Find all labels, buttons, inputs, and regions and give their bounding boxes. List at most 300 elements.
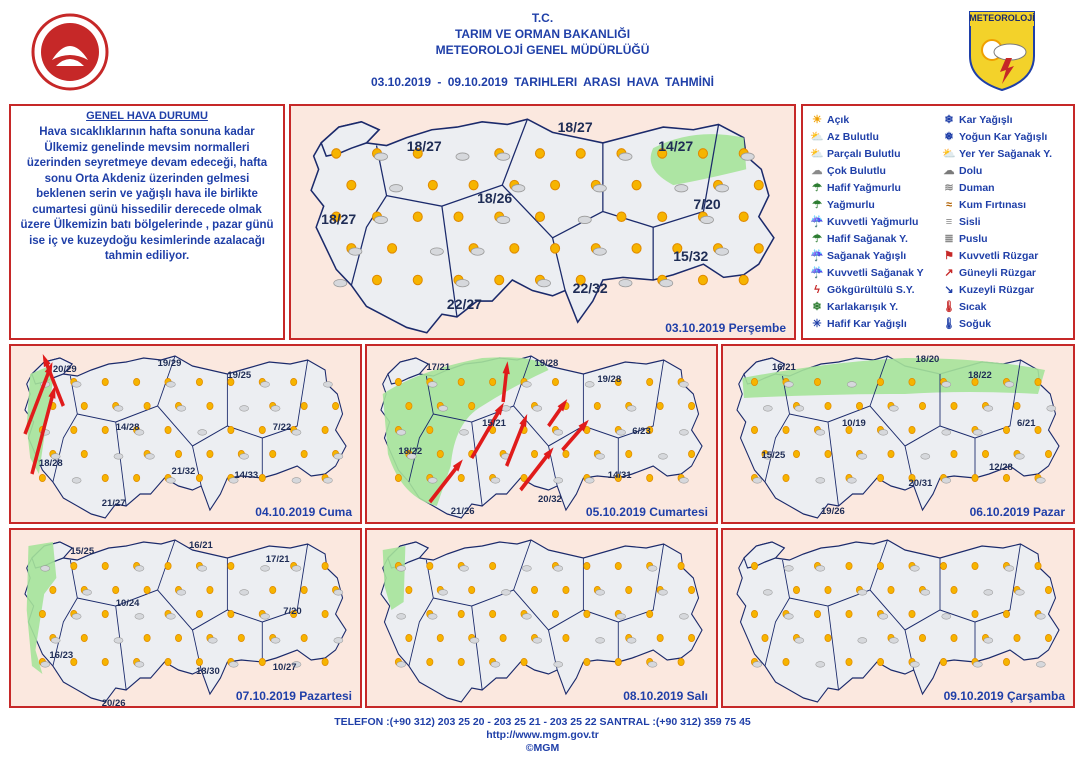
- map-panel-wednesday: [721, 528, 1075, 708]
- sun-icon: [322, 658, 328, 665]
- sun-icon: [751, 610, 757, 617]
- temperature-label: 15/25: [70, 546, 95, 557]
- sun-icon: [207, 450, 213, 457]
- sun-icon: [647, 378, 653, 385]
- temperature-label: 12/28: [989, 462, 1013, 473]
- sun-icon: [322, 562, 328, 569]
- cloudy-icon: ☁: [811, 165, 823, 177]
- sun-icon: [535, 149, 544, 158]
- sun-icon: [531, 586, 537, 593]
- sun-icon: [972, 562, 978, 569]
- partly-cloudy-icon: [1035, 474, 1046, 483]
- cloudy-icon: [858, 638, 867, 644]
- sun-icon: [322, 426, 328, 433]
- thunder-icon: ϟ: [814, 284, 820, 296]
- sun-icon: [458, 474, 464, 481]
- sun-icon: [584, 658, 590, 665]
- sun-icon: [739, 212, 748, 221]
- legend-label: Yer Yer Sağanak Y.: [959, 148, 1053, 160]
- sun-icon: [196, 474, 202, 481]
- cloudy-icon: [390, 185, 403, 192]
- legend-item: [941, 316, 1052, 333]
- cloudy-icon: [456, 153, 469, 160]
- cloudy-icon: [459, 430, 468, 436]
- general-weather-title: GENEL HAVA DURUMU: [86, 110, 208, 122]
- sun-icon: [102, 562, 108, 569]
- sun-icon: [909, 378, 915, 385]
- sun-icon: [1003, 426, 1009, 433]
- sun-icon: [228, 426, 234, 433]
- legend-label: Kuvvetli Yağmurlu: [827, 216, 919, 228]
- temperature-label: 18/22: [398, 446, 423, 457]
- sun-icon: [909, 610, 915, 617]
- sun-icon: [584, 562, 590, 569]
- temperature-label: 19/28: [534, 358, 559, 369]
- sun-icon: [698, 275, 707, 284]
- sun-icon: [615, 658, 621, 665]
- sun-icon: [751, 562, 757, 569]
- sun-icon: [793, 586, 799, 593]
- sun-icon: [825, 402, 831, 409]
- strong-wind-icon: ⚑: [944, 250, 954, 262]
- temperature-label: 15/21: [482, 418, 506, 429]
- partly-cloudy-icon: [322, 474, 332, 483]
- light-snow-icon: ✳: [812, 318, 822, 330]
- map-date-label: 04.10.2019 Cuma: [255, 505, 352, 519]
- sun-icon: [856, 402, 862, 409]
- sun-icon: [81, 450, 87, 457]
- header-ministry: TARIM VE ORMAN BAKANLIĞI: [454, 27, 631, 41]
- sun-icon: [428, 180, 437, 189]
- legend-label: Sıcak: [959, 301, 987, 313]
- sun-icon: [940, 562, 946, 569]
- sun-icon: [531, 450, 537, 457]
- sun-icon: [846, 610, 852, 617]
- sandstorm-icon: ≈: [945, 199, 953, 211]
- temperature-label: 19/26: [821, 506, 845, 517]
- sun-icon: [563, 634, 569, 641]
- sun-icon: [301, 450, 307, 457]
- sun-icon: [437, 450, 443, 457]
- partly-cloudy-icon: [647, 658, 657, 667]
- sun-icon: [678, 658, 684, 665]
- temperature-label: 18/30: [195, 666, 220, 677]
- sun-icon: [825, 586, 831, 593]
- sun-icon: [71, 562, 77, 569]
- cloudy-icon: [619, 279, 632, 286]
- temperature-label: 18/26: [477, 190, 513, 207]
- sun-icon: [228, 562, 234, 569]
- south-wind-icon: ↗: [944, 267, 954, 279]
- cloudy-icon: [1047, 406, 1056, 412]
- sun-icon: [846, 658, 852, 665]
- legend-label: Kuzeyli Rüzgar: [959, 284, 1035, 296]
- sun-icon: [102, 658, 108, 665]
- sun-icon: [594, 402, 600, 409]
- legend-item: [809, 197, 924, 214]
- sun-icon: [658, 212, 667, 221]
- sun-icon: [751, 378, 757, 385]
- cloudy-icon: [135, 614, 144, 620]
- turkey-map-monday: [11, 530, 360, 706]
- sun-icon: [144, 402, 150, 409]
- temperature-label: 18/20: [915, 354, 940, 365]
- sun-icon: [632, 180, 641, 189]
- header-directorate: METEOROLOJİ GENEL MÜDÜRLÜĞÜ: [435, 43, 650, 57]
- temperature-label: 18/27: [406, 137, 442, 154]
- legend-label: Çok Bulutlu: [827, 165, 886, 177]
- sun-icon: [814, 610, 820, 617]
- heavy-rain-icon: ☔: [810, 216, 824, 228]
- sun-icon: [825, 634, 831, 641]
- temperature-label: 16/21: [772, 362, 796, 373]
- legend-item: [941, 248, 1052, 265]
- cloudy-icon: [816, 478, 825, 484]
- heavy-shower-icon: ☔: [810, 267, 824, 279]
- cloudy-icon: [763, 406, 772, 412]
- legend-item: [809, 299, 924, 316]
- sun-icon: [919, 634, 925, 641]
- legend-panel: [801, 104, 1075, 340]
- temperature-label: 18/28: [38, 458, 63, 469]
- sun-icon: [102, 610, 108, 617]
- sun-icon: [102, 378, 108, 385]
- map-panel-thursday: [289, 104, 796, 340]
- sun-icon: [196, 378, 202, 385]
- legend-label: Güneyli Rüzgar: [959, 267, 1037, 279]
- sun-icon: [427, 658, 433, 665]
- cloudy-icon: [942, 614, 951, 620]
- map-date-label: 03.10.2019 Perşembe: [665, 321, 786, 335]
- sun-icon: [783, 474, 789, 481]
- cloudy-icon: [334, 638, 343, 644]
- sun-icon: [406, 402, 412, 409]
- footer-phone: TELEFON :(+90 312) 203 25 20 - 203 25 21 - 203 25 22 SANTRAL :(+90 312) 359 75 45: [334, 716, 751, 728]
- sun-icon: [81, 402, 87, 409]
- sun-icon: [754, 180, 763, 189]
- sun-icon: [951, 586, 957, 593]
- sun-icon: [196, 658, 202, 665]
- legend-label: Yoğun Kar Yağışlı: [959, 131, 1048, 143]
- sun-icon: [175, 634, 181, 641]
- map-date-label: 09.10.2019 Çarşamba: [943, 689, 1065, 703]
- turkey-map-wednesday: [723, 530, 1073, 706]
- temperature-label: 14/33: [234, 470, 259, 481]
- legend-item: [809, 265, 924, 282]
- sun-icon: [688, 586, 694, 593]
- sun-icon: [332, 149, 341, 158]
- cloudy-icon: [430, 248, 443, 255]
- temperature-label: 22/27: [446, 295, 482, 312]
- cloudy-icon: [596, 638, 605, 644]
- legend-label: Kuvvetli Sağanak Y: [827, 267, 924, 279]
- sun-icon: [647, 474, 653, 481]
- legend-label: Sağanak Yağışlı: [827, 250, 907, 262]
- map-panel-friday: [9, 344, 362, 524]
- cloudy-icon: [323, 382, 332, 388]
- sun-icon: [500, 634, 506, 641]
- sun-icon: [413, 212, 422, 221]
- cloudy-icon: [847, 382, 856, 388]
- temperature-label: 7/20: [283, 606, 302, 617]
- sun-icon: [1003, 658, 1009, 665]
- sun-icon: [489, 610, 495, 617]
- sun-icon: [877, 562, 883, 569]
- sun-icon: [626, 586, 632, 593]
- legend-label: Parçalı Bulutlu: [827, 148, 901, 160]
- cloudy-icon: [984, 590, 993, 596]
- cloudy-icon: [784, 566, 793, 572]
- cloudy-icon: [41, 566, 50, 572]
- sun-icon: [877, 658, 883, 665]
- date-range: 03.10.2019 - 09.10.2019 TARIHLERI ARASI HAVA TAHMİNİ: [371, 75, 714, 89]
- smoke-icon: ≋: [944, 182, 954, 194]
- temperature-label: 19/28: [597, 374, 622, 385]
- legend-item: [941, 265, 1052, 282]
- legend-label: Duman: [959, 182, 995, 194]
- legend-column-right: [941, 112, 1052, 333]
- legend-label: Soğuk: [959, 318, 992, 330]
- legend-item: [809, 248, 924, 265]
- sun-icon: [427, 562, 433, 569]
- legend-column-left: [809, 112, 924, 333]
- sun-icon: [301, 586, 307, 593]
- temperature-label: 19/25: [227, 370, 252, 381]
- sun-icon: [406, 634, 412, 641]
- footer: [0, 716, 1085, 755]
- cloudy-icon: [578, 216, 591, 223]
- sun-icon: [535, 212, 544, 221]
- temperature-label: 20/32: [538, 494, 562, 505]
- sun-icon: [1003, 474, 1009, 481]
- sun-icon: [551, 244, 560, 253]
- legend-item: [809, 316, 924, 333]
- sun-icon: [688, 450, 694, 457]
- sun-icon: [437, 634, 443, 641]
- map-panel-saturday: [365, 344, 718, 524]
- sun-icon: [81, 634, 87, 641]
- sun-icon: [347, 180, 356, 189]
- sun-icon: [951, 450, 957, 457]
- sun-icon: [388, 244, 397, 253]
- temperature-label: 14/27: [658, 137, 694, 154]
- cloudy-icon: [334, 279, 347, 286]
- sun-icon: [165, 426, 171, 433]
- few-clouds-icon: ⛅: [810, 131, 824, 143]
- sun-icon: [552, 378, 558, 385]
- footer-url[interactable]: http://www.mgm.gov.tr: [486, 729, 599, 741]
- sun-icon: [563, 586, 569, 593]
- sun-icon: [270, 586, 276, 593]
- light-shower-icon: ☂: [812, 233, 822, 245]
- cloudy-icon: [658, 454, 667, 460]
- footer-copyright: ©MGM: [525, 742, 560, 754]
- sun-icon: [825, 450, 831, 457]
- sun-icon: [291, 378, 297, 385]
- sun-icon: [406, 586, 412, 593]
- sun-icon: [617, 212, 626, 221]
- sun-icon: [469, 402, 475, 409]
- legend-label: Yağmurlu: [827, 199, 875, 211]
- sun-icon: [454, 212, 463, 221]
- sun-icon: [688, 402, 694, 409]
- sun-icon: [814, 378, 820, 385]
- sun-icon: [1014, 634, 1020, 641]
- sun-icon: [678, 562, 684, 569]
- sun-icon: [877, 378, 883, 385]
- sun-icon: [395, 474, 401, 481]
- legend-item: [809, 214, 924, 231]
- temperature-label: 10/19: [842, 418, 866, 429]
- cloudy-icon: [72, 478, 81, 484]
- sun-icon: [372, 275, 381, 284]
- legend-label: Gökgürültülü S.Y.: [827, 284, 915, 296]
- cloudy-icon: [679, 614, 688, 620]
- temperature-label: 20/31: [908, 478, 933, 489]
- sun-icon: [632, 244, 641, 253]
- shower-icon: ☔: [810, 250, 824, 262]
- sun-icon: [301, 402, 307, 409]
- general-weather-panel: [9, 104, 285, 340]
- legend-label: Hafif Yağmurlu: [827, 182, 901, 194]
- legend-label: Sisli: [959, 216, 981, 228]
- sun-icon: [458, 610, 464, 617]
- cloudy-icon: [554, 662, 563, 668]
- meteoroloji-logo: [966, 8, 1038, 92]
- sun-icon: [877, 474, 883, 481]
- sun-icon: [846, 562, 852, 569]
- sun-icon: [113, 586, 119, 593]
- sun-icon: [489, 562, 495, 569]
- sun-icon: [458, 378, 464, 385]
- sun-icon: [427, 426, 433, 433]
- temperature-label: 20/26: [101, 698, 126, 708]
- temperature-label: 10/24: [115, 598, 140, 609]
- sun-icon: [972, 474, 978, 481]
- map-panel-monday: [9, 528, 362, 708]
- temperature-label: 18/27: [321, 211, 357, 228]
- cloudy-icon: [554, 478, 563, 484]
- sun-icon: [888, 450, 894, 457]
- legend-item: [941, 146, 1052, 163]
- sun-icon: [469, 586, 475, 593]
- legend-label: Açık: [827, 114, 850, 126]
- legend-item: [941, 180, 1052, 197]
- legend-item: [941, 214, 1052, 231]
- sun-icon: [1035, 562, 1041, 569]
- temperature-label: 21/32: [171, 466, 196, 477]
- legend-label: Az Bulutlu: [827, 131, 879, 143]
- partly-cloudy-icon: [678, 378, 688, 387]
- temperature-label: 19/29: [157, 358, 182, 369]
- legend-item: [941, 282, 1052, 299]
- temperature-label: 21/26: [450, 506, 475, 517]
- turkey-map-thursday: [291, 106, 794, 338]
- north-wind-icon: ↘: [944, 284, 954, 296]
- legend-item: [941, 112, 1052, 129]
- cloudy-icon: [114, 638, 123, 644]
- cloudy-icon: [763, 590, 772, 596]
- cloudy-icon: [397, 614, 406, 620]
- sun-icon: [754, 244, 763, 253]
- cloudy-icon: [585, 382, 594, 388]
- temperature-label: 7/20: [693, 195, 721, 212]
- temperature-label: 15/32: [673, 248, 709, 265]
- sun-icon: [165, 658, 171, 665]
- temperature-label: 18/22: [968, 370, 992, 381]
- sun-icon: [259, 658, 265, 665]
- sun-icon: [207, 402, 213, 409]
- map-date-label: 07.10.2019 Pazartesi: [235, 689, 352, 703]
- map-date-label: 08.10.2019 Salı: [623, 689, 708, 703]
- temperature-label: 15/25: [761, 450, 786, 461]
- sleet-icon: ❄: [812, 301, 822, 313]
- sun-icon: [458, 658, 464, 665]
- sun-icon: [322, 610, 328, 617]
- turkey-map-tuesday: [367, 530, 716, 706]
- sun-icon: [521, 658, 527, 665]
- temperature-label: 16/21: [188, 540, 213, 551]
- sun-icon: [698, 149, 707, 158]
- legend-item: [809, 163, 924, 180]
- sun-icon: [102, 474, 108, 481]
- sun-icon: [657, 634, 663, 641]
- sun-icon: [783, 426, 789, 433]
- sun-icon: [332, 402, 338, 409]
- sun-icon: [413, 275, 422, 284]
- sun-icon: [165, 562, 171, 569]
- heavy-snow-icon: ❅: [944, 131, 954, 143]
- sun-icon: [1045, 450, 1051, 457]
- sun-icon: [1003, 610, 1009, 617]
- legend-item: [809, 112, 924, 129]
- sun-icon: [301, 634, 307, 641]
- cloudy-icon: [816, 662, 825, 668]
- sun-icon: [144, 586, 150, 593]
- temperature-label: 17/21: [265, 554, 290, 565]
- sun-icon: [1045, 634, 1051, 641]
- sun-icon: [259, 426, 265, 433]
- partly-cloudy-icon: [658, 275, 673, 287]
- sun-icon: [489, 378, 495, 385]
- general-weather-text: Hava sıcaklıklarının hafta sonuna kadar Ülkemiz genelinde mevsim normalleri üzerinden seyretmeye devam edeceği, hafta sonu Orta Akdeniz üzerinden gelmesi beklenen serin ve yağışlı hava ile birlikte cumartesi günü hissedilir derecede olmak üzere Ülkemizin batı bölgelerinde , pazar günü ise iç ve kuzeydoğu kesimlerinde azalacağı tahmin ediliyor.: [20, 126, 274, 262]
- sun-icon: [196, 610, 202, 617]
- temperature-label: 6/21: [1017, 418, 1036, 429]
- map-panel-sunday: [721, 344, 1075, 524]
- sun-icon: [71, 426, 77, 433]
- cloudy-icon: [240, 406, 249, 412]
- sun-icon: [133, 378, 139, 385]
- cloudy-icon: [679, 430, 688, 436]
- map-panel-tuesday: [365, 528, 718, 708]
- legend-label: Kar Yağışlı: [959, 114, 1013, 126]
- sun-icon: [102, 426, 108, 433]
- sun-icon: [50, 586, 56, 593]
- sun-icon: [495, 275, 504, 284]
- temperature-label: 20/29: [52, 364, 77, 375]
- temperature-label: 16/23: [49, 650, 74, 661]
- map-date-label: 06.10.2019 Pazar: [969, 505, 1065, 519]
- legend-label: Kum Fırtınası: [959, 199, 1027, 211]
- sun-icon: [510, 244, 519, 253]
- sun-icon: [951, 402, 957, 409]
- header-titles: [0, 10, 1085, 58]
- temperature-label: 14/28: [115, 422, 140, 433]
- legend-label: Hafif Kar Yağışlı: [827, 318, 907, 330]
- sun-icon: [395, 378, 401, 385]
- sun-icon: [207, 586, 213, 593]
- light-rain-icon: ☂: [812, 182, 822, 194]
